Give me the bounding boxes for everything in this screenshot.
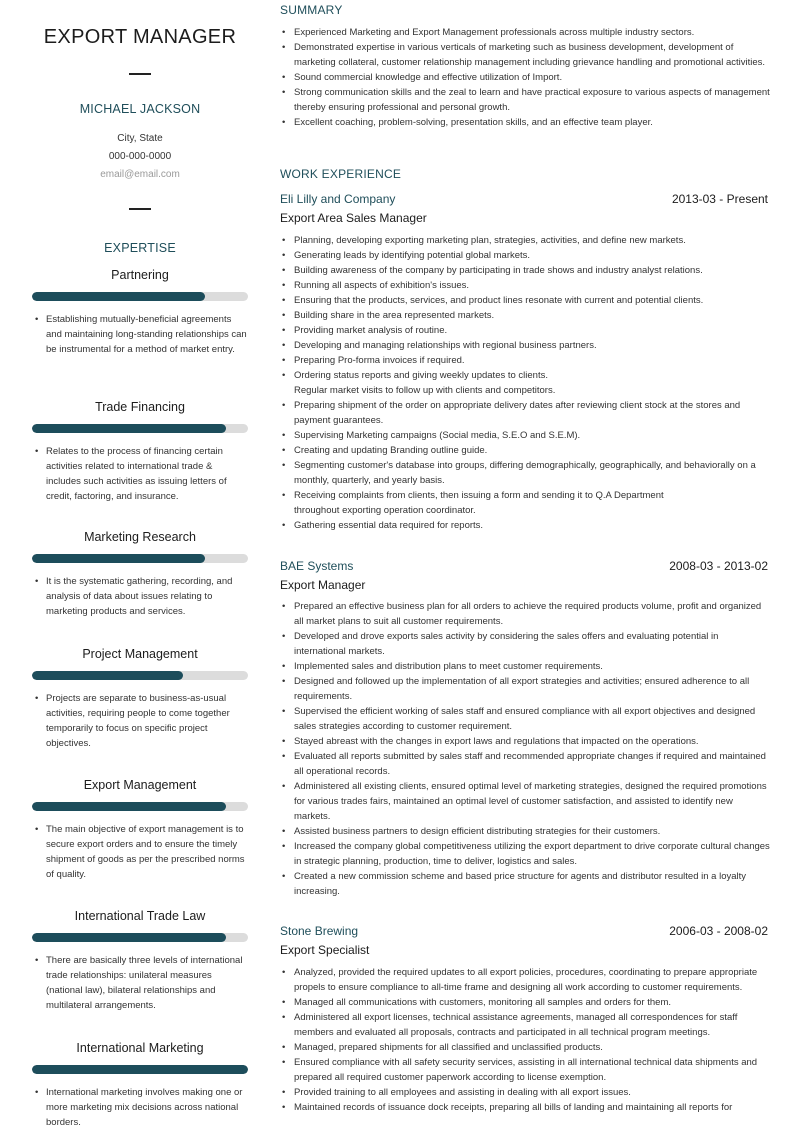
list-item: • Analyzed, provided the required updates to all export policies, procedures, coordinating to prepare appropriate propels to ensure compliance to all-time frame and designing all work according to customer requirements. — [280, 965, 770, 995]
divider — [129, 208, 151, 210]
skill-level-fill — [32, 424, 226, 433]
list-item: • Evaluated all reports submitted by sales staff and recommended appropriate changes if required and maintained all operational records. — [280, 749, 770, 779]
list-item: • Ensured compliance with all safety security services, assisting in all international technical data shipments and prepared all required customer paperwork according to license exemption. — [280, 1055, 770, 1085]
list-item: • Building share in the area represented markets. — [280, 308, 770, 323]
skill-item — [32, 529, 248, 617]
list-item: • Ensuring that the products, services, and product lines resonate with current and potential clients. — [280, 293, 770, 308]
list-item: • Demonstrated expertise in various verticals of marketing such as business development, development of marketing collateral, customer relationship management including grievance handling and promotional activities. — [280, 40, 770, 70]
job-duties-list — [280, 233, 770, 533]
list-item: • Administered all existing clients, ensured optimal level of marketing strategies, designed the required promotions for various trades fairs, maintained an optimal level of customer satisfaction, and assisted to identify new markets. — [280, 779, 770, 824]
skill-name: Export Management — [83, 778, 197, 792]
job-dates: 2008-03 - 2013-02 — [669, 559, 768, 573]
list-item: • Provided training to all employees and assisting in dealing with all export issues. — [280, 1085, 770, 1100]
list-item: • Experienced Marketing and Export Management professionals across multiple industry sectors. — [280, 25, 770, 40]
location: City, State — [117, 133, 163, 144]
skill-level-fill — [32, 292, 205, 301]
list-item: • Running all aspects of exhibition's issues. — [280, 278, 770, 293]
skill-level-fill — [32, 554, 205, 563]
skill-description: • There are basically three levels of international trade relationships: unilateral measures (national law), bilateral relationships and multilateral arrangements. — [32, 953, 248, 1013]
job-dates: 2006-03 - 2008-02 — [669, 924, 768, 938]
list-item: • Stayed abreast with the changes in export laws and regulations that impacted on the operations. — [280, 734, 770, 749]
resume-title: EXPORT MANAGER — [43, 26, 237, 48]
job-duties-list — [280, 965, 770, 1115]
skill-level-bar — [32, 802, 248, 811]
list-item: • Generating leads by identifying potential global markets. — [280, 248, 770, 263]
list-item: • Maintained records of issuance dock receipts, preparing all bills of landing and maintaining all reports for — [280, 1100, 770, 1115]
skill-level-fill — [32, 671, 183, 680]
contact-block — [0, 130, 280, 184]
skill-item — [32, 1040, 248, 1128]
skill-name: International Marketing — [76, 1041, 204, 1055]
list-item: • Created a new commission scheme and based price structure for agents and distributor resulted in a loyalty increasing. — [280, 869, 770, 899]
summary-list — [280, 25, 770, 130]
skill-level-fill — [32, 1065, 248, 1074]
job-company: Eli Lilly and Company — [280, 192, 396, 206]
job-title: Export Area Sales Manager — [280, 211, 427, 225]
skill-level-fill — [32, 802, 226, 811]
list-item: • Sound commercial knowledge and effective utilization of Import. — [280, 70, 770, 85]
job-title: Export Manager — [280, 578, 366, 592]
sidebar — [0, 0, 280, 1128]
skill-level-bar — [32, 671, 248, 680]
skill-item — [32, 646, 248, 749]
skill-description: • Establishing mutually-beneficial agreements and maintaining long-standing relationships can be instrumental for a method of market entry. — [32, 312, 248, 357]
list-item: • Preparing Pro-forma invoices if required. — [280, 353, 770, 368]
skill-item — [32, 399, 248, 502]
skill-description: • Projects are separate to business-as-usual activities, requiring people to come together temporarily to focus on specific project objectives. — [32, 691, 248, 751]
job-dates: 2013-03 - Present — [671, 192, 768, 206]
list-item: • Designed and followed up the implementation of all export strategies and activities; ensured adherence to all requirements. — [280, 674, 770, 704]
list-item: • Strong communication skills and the zeal to learn and have practical exposure to various aspects of management thereby ensuring professional and personal growth. — [280, 85, 770, 115]
list-item: • Gathering essential data required for reports. — [280, 518, 770, 533]
skill-name: Marketing Research — [84, 530, 196, 544]
skill-level-bar — [32, 1065, 248, 1074]
main-content — [280, 0, 770, 1128]
skill-item — [32, 908, 248, 1011]
list-item: • Developing and managing relationships with regional business partners. — [280, 338, 770, 353]
phone: 000-000-0000 — [108, 151, 172, 162]
list-item: • Implemented sales and distribution plans to meet customer requirements. — [280, 659, 770, 674]
list-item: • Developed and drove exports sales activity by considering the sales offers and evaluating potential in international markets. — [280, 629, 770, 659]
skill-item — [32, 777, 248, 880]
skill-level-bar — [32, 933, 248, 942]
skill-item — [32, 267, 248, 355]
candidate-name: MICHAEL JACKSON — [79, 102, 201, 116]
list-item: • Supervised the efficient working of sales staff and ensured compliance with all export objectives and designed sales strategies according to customer requirement. — [280, 704, 770, 734]
list-item: • Preparing shipment of the order on appropriate delivery dates after reviewing client stock at the stores and payment guarantees. — [280, 398, 770, 428]
job-company: BAE Systems — [280, 559, 354, 573]
job-company: Stone Brewing — [280, 924, 359, 938]
skill-level-fill — [32, 933, 226, 942]
list-item: • Building awareness of the company by participating in trade shows and industry analyst relations. — [280, 263, 770, 278]
job-title: Export Specialist — [280, 943, 370, 957]
job-duties-list — [280, 599, 770, 899]
expertise-heading: EXPERTISE — [104, 241, 176, 255]
list-item: • Receiving complaints from clients, then issuing a form and sending it to Q.A Department throughout exporting operation coordinator. — [280, 488, 770, 518]
skill-name: Partnering — [111, 268, 169, 282]
divider — [129, 73, 151, 75]
skill-description: • The main objective of export management is to secure export orders and to ensure the timely shipment of goods as per the prescribed norms of quality. — [32, 822, 248, 882]
skill-name: Trade Financing — [95, 400, 185, 414]
list-item: • Assisted business partners to design efficient distributing strategies for their customers. — [280, 824, 770, 839]
skill-name: International Trade Law — [74, 909, 206, 923]
skill-level-bar — [32, 554, 248, 563]
list-item: • Prepared an effective business plan for all orders to achieve the required products volume, profit and organized all market plans to suit all customer requirements. — [280, 599, 770, 629]
list-item: • Increased the company global competitiveness utilizing the export department to drive corporate cultural changes in strategic planning, production, time to deliver, logistics and sales. — [280, 839, 770, 869]
list-item: • Planning, developing exporting marketing plan, strategies, activities, and define new markets. — [280, 233, 770, 248]
list-item: • Creating and updating Branding outline guide. — [280, 443, 770, 458]
list-item: • Excellent coaching, problem-solving, presentation skills, and an effective team player. — [280, 115, 770, 130]
skill-level-bar — [32, 424, 248, 433]
skill-description: • International marketing involves making one or more marketing mix decisions across national borders. — [32, 1085, 248, 1128]
list-item: • Managed, prepared shipments for all classified and unclassified products. — [280, 1040, 770, 1055]
skill-name: Project Management — [82, 647, 198, 661]
list-item: • Administered all export licenses, technical assistance agreements, managed all correspondences for staff members and evaluated all proposals, contracts and participated in all technical program meetings. — [280, 1010, 770, 1040]
list-item: • Managed all communications with customers, monitoring all samples and orders for them. — [280, 995, 770, 1010]
work-experience-heading: WORK EXPERIENCE — [280, 167, 402, 181]
list-item: • Segmenting customer's database into groups, differing demographically, geographically, and behaviorally on a monthly, quarterly, and yearly basis. — [280, 458, 770, 488]
summary-heading: SUMMARY — [280, 3, 343, 17]
skill-level-bar — [32, 292, 248, 301]
skill-description: • It is the systematic gathering, recording, and analysis of data about issues relating to marketing products and services. — [32, 574, 248, 619]
list-item: • Providing market analysis of routine. — [280, 323, 770, 338]
email-link[interactable]: email@email.com — [100, 169, 180, 180]
list-item: • Supervising Marketing campaigns (Social media, S.E.O and S.E.M). — [280, 428, 770, 443]
list-item: • Ordering status reports and giving weekly updates to clients. Regular market visits to follow up with clients and competitors. — [280, 368, 770, 398]
skill-description: • Relates to the process of financing certain activities related to international trade & includes such activities as issuing letters of credit, factoring, and insurance. — [32, 444, 248, 504]
